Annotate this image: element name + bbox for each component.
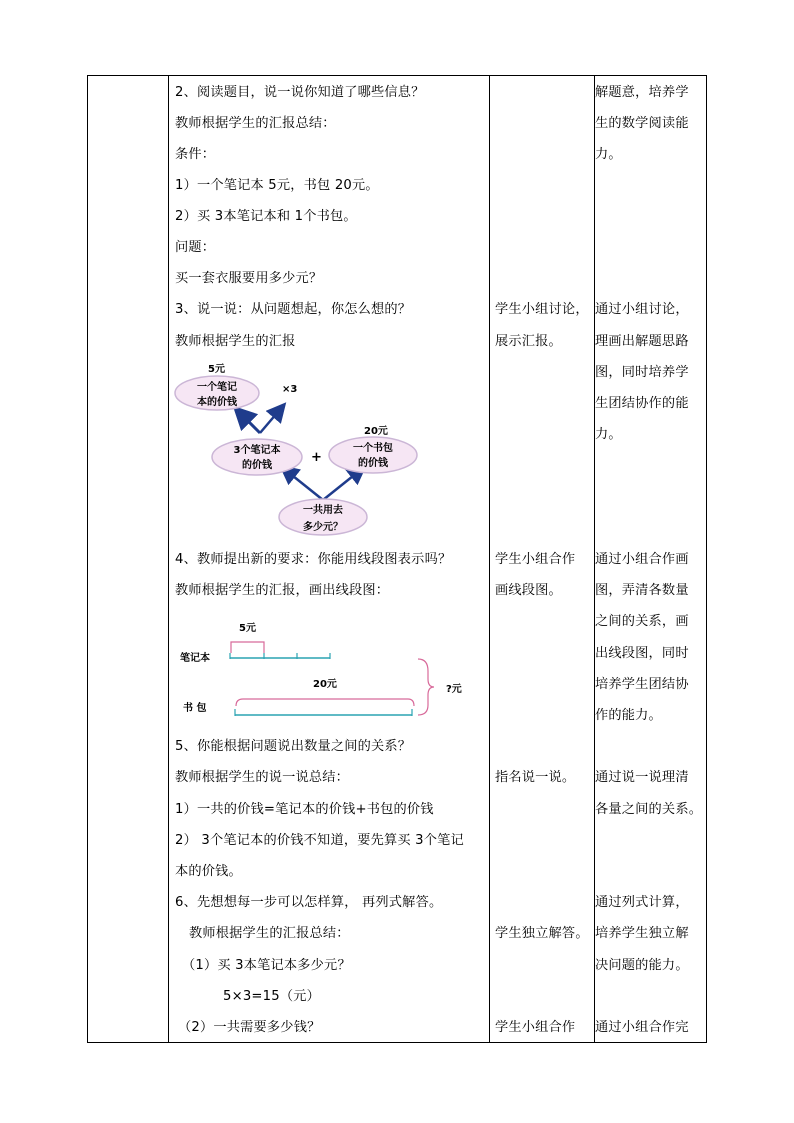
intent-line: 培养学生团结协 (595, 677, 689, 692)
bubble-bottom-line1: 一共用去 (303, 505, 343, 516)
main-line: 6、先想想每一步可以怎样算， 再列式解答。 (175, 895, 443, 910)
label-5yuan: 5元 (208, 364, 225, 375)
student-line: 画线段图。 (495, 583, 562, 598)
main-line: 2） 3个笔记本的价钱不知道，要先算买 3个笔记 (175, 833, 464, 848)
main-line: 2）买 3本笔记本和 1个书包。 (175, 209, 357, 224)
student-line: 学生小组合作 (495, 552, 576, 567)
label-5yuan: 5元 (239, 623, 256, 634)
bubble-bottom-line2: 多少元？ (303, 522, 343, 533)
intent-line: 力。 (595, 147, 622, 162)
main-line: 本的价钱。 (175, 864, 242, 879)
student-line: 学生小组讨论， (495, 302, 589, 317)
segment-diagram (170, 615, 480, 725)
bubble-top-line2: 本的价钱 (197, 397, 237, 408)
main-line: 条件： (175, 147, 216, 162)
intent-line: 通过列式计算， (595, 895, 689, 910)
intent-line: 图，弄清各数量 (595, 583, 689, 598)
arrow (283, 468, 323, 500)
main-line: （1）买 3本笔记本多少元？ (182, 958, 351, 973)
main-line: 买一套衣服要用多少元？ (175, 271, 323, 286)
main-line: 教师根据学生的汇报总结： (189, 926, 350, 941)
intent-line: 生的数学阅读能 (595, 116, 689, 131)
intent-line: 作的能力。 (595, 708, 662, 723)
intent-line: 通过小组合作画 (595, 552, 689, 567)
arrow (260, 406, 283, 433)
column-divider (489, 76, 490, 1042)
intent-line: 力。 (595, 427, 622, 442)
solution-path-diagram (165, 360, 435, 545)
student-line: 学生独立解答。 (495, 926, 589, 941)
main-line: 教师根据学生的汇报，画出线段图： (175, 583, 390, 598)
label-20yuan: 20元 (313, 679, 337, 690)
intent-line: 生团结协作的能 (595, 396, 689, 411)
main-line: 教师根据学生的汇报 (175, 334, 296, 349)
arrow (237, 410, 260, 433)
intent-line: 各量之间的关系。 (595, 802, 703, 817)
intent-line: 图，同时培养学 (595, 365, 689, 380)
notebook-label: 笔记本 (180, 653, 210, 664)
intent-line: 出线段图，同时 (595, 646, 689, 661)
main-line: 3、说一说：从问题想起，你怎么想的？ (175, 302, 412, 317)
main-line: 5×3=15（元） (223, 989, 321, 1004)
times-three: ×3 (282, 384, 298, 395)
intent-line: 决问题的能力。 (595, 958, 689, 973)
main-line: 1）一共的价钱=笔记本的价钱+书包的价钱 (175, 802, 434, 817)
intent-line: 之间的关系，画 (595, 614, 689, 629)
main-line: 5、你能根据问题说出数量之间的关系？ (175, 739, 412, 754)
notebook-brace (231, 642, 264, 653)
main-line: 1）一个笔记本 5元，书包 20元。 (175, 178, 379, 193)
main-line: 问题： (175, 240, 216, 255)
intent-line: 理画出解题思路 (595, 334, 689, 349)
bag-brace (236, 699, 414, 706)
bubble-left-line1: 3个笔记本 (233, 445, 281, 456)
bubble-top-line1: 一个笔记 (197, 382, 237, 393)
intent-line: 解题意，培养学 (595, 85, 689, 100)
total-brace (418, 659, 434, 715)
main-line: 4、教师提出新的要求：你能用线段图表示吗？ (175, 552, 452, 567)
main-line: 教师根据学生的汇报总结： (175, 116, 336, 131)
intent-line: 通过小组讨论， (595, 302, 689, 317)
student-line: 指名说一说。 (495, 770, 576, 785)
main-line: 2、阅读题目，说一说你知道了哪些信息？ (175, 85, 425, 100)
intent-line: 通过小组合作完 (595, 1020, 689, 1035)
plus-sign: + (311, 450, 322, 465)
bubble-right-line1: 一个书包 (353, 443, 393, 454)
bubble-right-line2: 的价钱 (358, 458, 388, 469)
intent-line: 培养学生独立解 (595, 926, 689, 941)
main-line: （2）一共需要多少钱？ (178, 1020, 321, 1035)
label-20yuan: 20元 (364, 426, 388, 437)
total-question: ?元 (446, 684, 462, 695)
bubble-left-line2: 的价钱 (242, 460, 272, 471)
column-divider (168, 76, 169, 1042)
student-line: 展示汇报。 (495, 334, 562, 349)
arrow (323, 468, 363, 500)
main-line: 教师根据学生的说一说总结： (175, 770, 350, 785)
bag-label: 书 包 (183, 703, 207, 714)
intent-line: 通过说一说理清 (595, 770, 689, 785)
student-line: 学生小组合作 (495, 1020, 576, 1035)
